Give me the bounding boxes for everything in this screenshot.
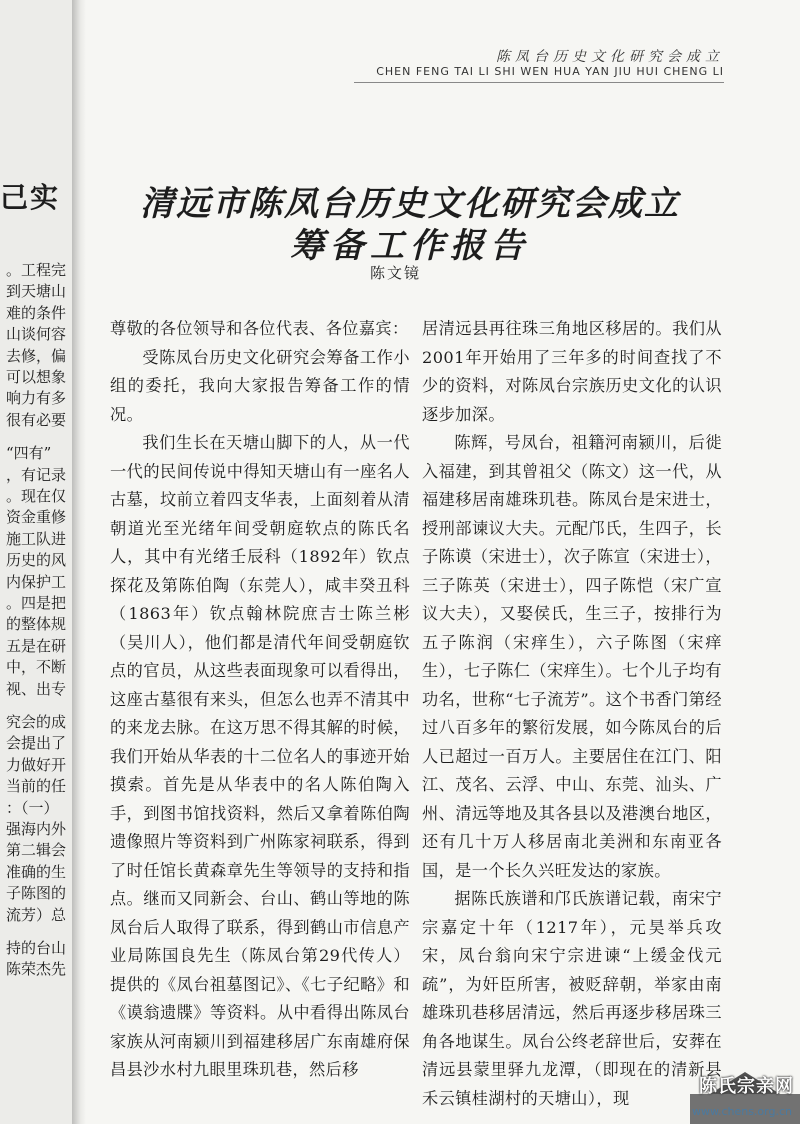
previous-page-line: 流芳）总: [6, 905, 67, 924]
previous-page-line: 内保护工: [6, 572, 67, 591]
previous-page-line: ：（一）: [6, 798, 59, 817]
previous-page-line: 会提出了: [6, 734, 67, 753]
running-header-en: CHEN FENG TAI LI SHI WEN HUA YAN JIU HUI CHENG LI: [376, 65, 724, 78]
previous-page-line: 力做好开: [6, 755, 67, 774]
previous-page-line: 。现在仅: [6, 487, 67, 505]
header-rule: [354, 82, 724, 83]
body-column-right: [422, 315, 722, 1113]
previous-page-line: 历史的风: [6, 551, 67, 570]
previous-page-line: 究会的成: [6, 713, 67, 731]
previous-page-line: 山谈何容: [6, 325, 67, 344]
paragraph: 尊敬的各位领导和各位代表、各位嘉宾：: [110, 319, 409, 338]
previous-page-fragment: [0, 0, 74, 1124]
previous-page-line: 很有必要: [6, 410, 67, 429]
page-gutter: [72, 0, 86, 1124]
previous-page-line: 可以想象: [6, 368, 67, 386]
watermark-site-name: 陈氏宗亲网: [699, 1076, 794, 1097]
previous-page-line: 当前的任: [6, 777, 67, 796]
previous-page-line: ，有记录: [6, 465, 67, 484]
previous-page-title: 己实: [0, 181, 61, 214]
article-title-line2: 筹备工作报告: [290, 226, 530, 266]
paragraph: 据陈氏族谱和邝氏族谱记载，南宋宁宗嘉定十年（1217年），元昊举兵攻宋，凤台翁向宋宁宗进谏“上缓金伐元疏”，为奸臣所害，被贬辞朝，举家由南雄珠玑巷移居清远，然后再逐步移居珠三角各地谋生。凤台公终老辞世后，安葬在清远县蒙里驿九龙潭，（即现在的清新县禾云镇桂湖村的天塘山），现: [422, 889, 722, 1108]
previous-page-line: 中，不断: [6, 658, 67, 677]
previous-page-line: 第二辑会: [6, 841, 67, 860]
previous-page-line: 的整体规: [6, 615, 67, 634]
paragraph: 受陈凤台历史文化研究会筹备工作小组的委托，我向大家报告筹备工作的情况。: [110, 347, 410, 424]
previous-page-line: 施工队进: [6, 529, 67, 548]
previous-page-line: 资金重修: [6, 508, 67, 527]
running-header-cn: 陈凤台历史文化研究会成立: [496, 49, 724, 65]
watermark-url: www.chens.org.cn: [691, 1105, 792, 1118]
article-author: 陈文镜: [370, 264, 422, 282]
previous-page-line: 子陈图的: [6, 884, 67, 903]
paragraph: 陈辉，号凤台，祖籍河南颍川，后徙入福建，到其曾祖父（陈文）这一代，从福建移居南雄珠玑巷。陈凤台是宋进士，授刑部谏议大夫。元配邝氏，生四子，长子陈谟（宋进士），次子陈宣（宋进士），三子陈英（宋进士），四子陈恺（宋广宣议大夫），又娶侯氏，生三子，按排行为五子陈润（宋痒生），六子陈图（宋痒生），七子陈仁（宋痒生）。七个儿子均有功名，世称“七子流芳”。这个书香门第经过八百多年的繁衍发展，如今陈凤台的后人已超过一百万人。主要居住在江门、阳江、茂名、云浮、中山、东莞、汕头、广州、清远等地及其各县以及港澳台地区，还有几十万人移居南北美洲和东南亚各国，是一个长久兴旺发达的家族。: [422, 433, 722, 880]
paragraph: 居清远县再往珠三角地区移居的。我们从2001年开始用了三年多的时间查找了不少的资料，对陈凤台宗族历史文化的认识逐步加深。: [422, 319, 722, 424]
previous-page-line: 。四是把: [6, 594, 67, 612]
previous-page-line: 强海内外: [6, 820, 67, 838]
previous-page-line: 难的条件: [6, 303, 67, 322]
previous-page-line: 响力有多: [6, 389, 67, 408]
paragraph: 我们生长在天塘山脚下的人，从一代一代的民间传说中得知天塘山有一座名人古墓，坟前立着四支华表，上面刻着从清朝道光至光绪年间受朝庭软点的陈氏名人，其中有光绪壬辰科（1892年）钦点探花及第陈伯陶（东莞人），咸丰癸丑科（1863年）钦点翰林院庶吉士陈兰彬（吴川人），他们都是清代年间受朝庭钦点的官员，从这些表面现象可以看得出，这座古墓很有来头，但怎么也弄不清其中的来龙去脉。在这万思不得其解的时候，我们开始从华表的十二位名人的事迹开始摸索。首先是从华表中的名人陈伯陶入手，到图书馆找资料，然后又拿着陈伯陶遗像照片等资料到广州陈家祠联系，得到了时任馆长黄森章先生等领导的支持和指点。继而又同新会、台山、鹤山等地的陈凤台后人取得了联系，得到鹤山市信息产业局陈国良先生（陈凤台第29代传人）提供的《凤台祖墓图记》、《七子纪略》和《谟翁遗牒》等资料。从中看得出陈凤台家族从河南颍川到福建移居广东南雄府保昌县沙水村九眼里珠玑巷，然后移: [110, 433, 410, 1079]
previous-page-line: 到天塘山: [6, 282, 67, 301]
previous-page-line: 准确的生: [6, 862, 67, 881]
body-column-left: [110, 315, 410, 1085]
previous-page-line: 视、出专: [6, 679, 67, 698]
previous-page-line: 。工程完: [6, 261, 67, 279]
previous-page-line: 持的台山: [6, 939, 67, 957]
previous-page-line: 五是在研: [6, 636, 67, 655]
previous-page-line: “四有”: [6, 444, 52, 463]
previous-page-line: 去修，偏: [6, 346, 67, 365]
previous-page-line: 陈荣杰先: [6, 960, 67, 979]
article-title-line1: 清远市陈凤台历史文化研究会成立: [140, 184, 680, 224]
